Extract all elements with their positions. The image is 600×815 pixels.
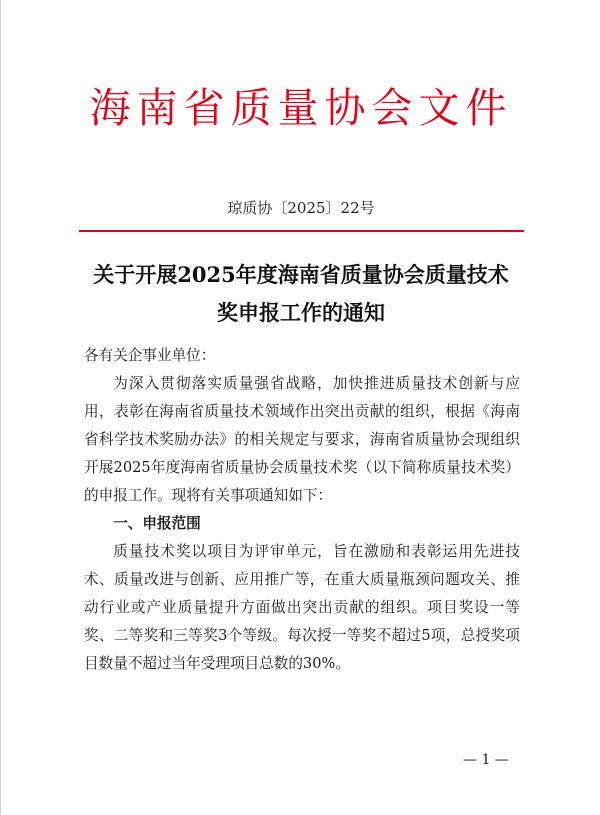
- notice-title-line-2: 奖申报工作的通知: [217, 300, 385, 325]
- red-divider-line: [79, 230, 524, 232]
- intro-paragraph: 为深入贯彻落实质量强省战略，加快推进质量技术创新与应用，表彰在海南省质量技术领域作出突出贡献的组织，根据《海南省科学技术奖励办法》的相关规定与要求，海南省质量协会现组织开展2025年度海南省质量协会质量技术奖（以下简称质量技术奖）的申报工作。现将有关事项通知如下：: [84, 375, 520, 504]
- document-body: [84, 342, 520, 678]
- notice-title: [41, 256, 561, 332]
- notice-title-line-1: 关于开展2025年度海南省质量协会质量技术: [93, 262, 509, 287]
- section-heading-scope: 一、申报范围: [113, 515, 201, 532]
- scope-paragraph: 质量技术奖以项目为评审单元，旨在激励和表彰运用先进技术、质量改进与创新、应用推广等，在重大质量瓶颈问题攻关、推动行业或产业质量提升方面做出突出贡献的组织。项目奖设一等奖、二等奖和三等奖3个等级。每次授一等奖不超过5项，总授奖项目数量不超过当年受理项目总数的30%。: [84, 543, 520, 672]
- masthead-title: 海南省质量协会文件: [89, 84, 513, 132]
- document-number: 琼质协〔2025〕22号: [227, 199, 375, 217]
- page-number: — 1 —: [463, 752, 509, 768]
- salutation: 各有关企事业单位：: [84, 347, 216, 364]
